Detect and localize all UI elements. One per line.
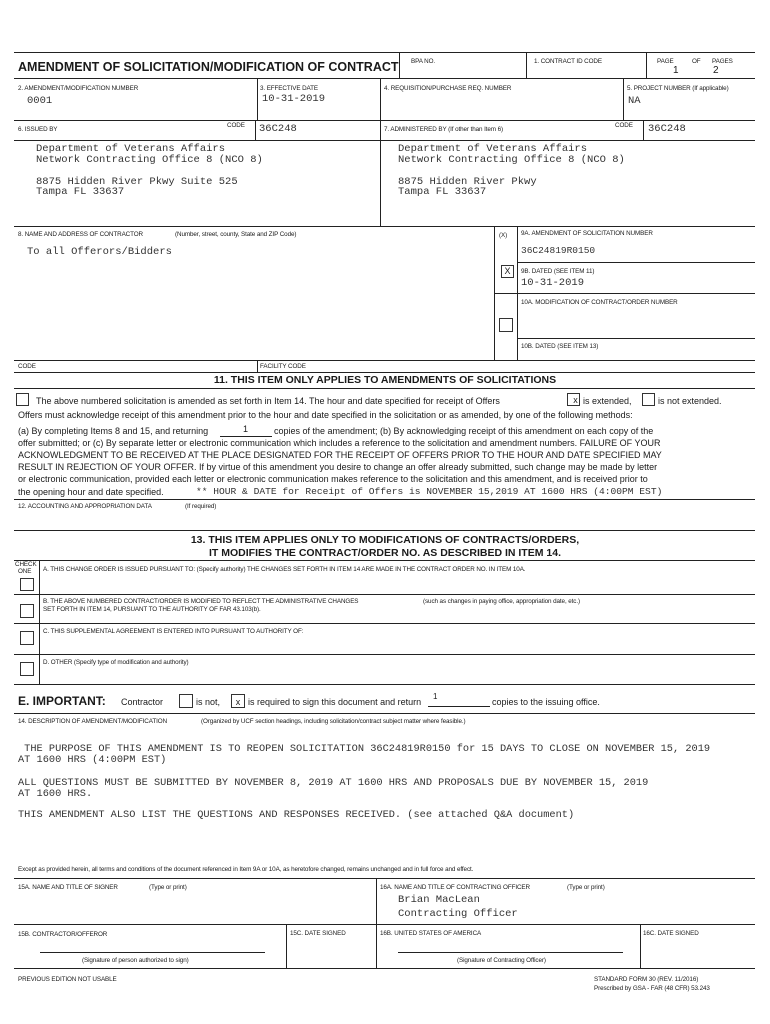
item11-line6: RESULT IN REJECTION OF YOUR OFFER. If by virtue of this amendment you desire to change an offer already submitted, such change may be made by letter xyxy=(18,462,658,472)
not-extended-label: is not extended. xyxy=(658,396,722,406)
item12-hint: (If required) xyxy=(185,503,217,510)
x-column-label: (X) xyxy=(499,232,508,239)
administered-by-line2: Network Contracting Office 8 (NCO 8) xyxy=(398,154,625,166)
signature-officer-label: (Signature of Contracting Officer) xyxy=(457,957,546,964)
item13-b-text-2: SET FORTH IN ITEM 14, PURSUANT TO THE AUTHORITY OF FAR 43.103(b). xyxy=(43,606,261,613)
administered-by-line1: Department of Veterans Affairs xyxy=(398,143,588,155)
item13-a-text: A. THIS CHANGE ORDER IS ISSUED PURSUANT TO: (Specify authority) THE CHANGES SET FORTH IN ITEM 14 ARE MADE IN THE CONTRACT ORDER NO. IN ITEM 10A. xyxy=(43,566,526,573)
important-label: E. IMPORTANT: xyxy=(18,694,106,708)
code-label: CODE xyxy=(18,363,36,370)
receipt-note: ** HOUR & DATE for Receipt of Offers is NOVEMBER 15,2019 AT 1600 HRS (4:00PM EST) xyxy=(196,486,663,497)
item11-line5: ACKNOWLEDGMENT TO BE RECEIVED AT THE PLACE DESIGNATED FOR THE RECEIPT OF OFFERS PRIOR TO THE HOUR AND DATE SPECIFIED MAY xyxy=(18,450,662,460)
facility-code-label: FACILITY CODE xyxy=(260,363,306,370)
issued-by-line1: Department of Veterans Affairs xyxy=(36,143,226,155)
contractor-hint: (Number, street, county, State and ZIP Code) xyxy=(175,231,297,238)
important-required: is required to sign this document and return xyxy=(248,697,422,707)
contractor-15b-label: 15B. CONTRACTOR/OFFEROR xyxy=(18,931,108,938)
check-one-label: CHECK xyxy=(15,561,37,568)
item13-c-text: C. THIS SUPPLEMENTAL AGREEMENT IS ENTERED INTO PURSUANT TO AUTHORITY OF: xyxy=(43,628,304,635)
not-extended-checkbox[interactable] xyxy=(642,393,655,406)
of-label: OF xyxy=(692,58,701,65)
administered-by-label: 7. ADMINISTERED BY (If other than Item 6) xyxy=(384,126,503,133)
important-contractor: Contractor xyxy=(121,697,164,707)
item13-b-text: B. THE ABOVE NUMBERED CONTRACT/ORDER IS MODIFIED TO REFLECT THE ADMINISTRATIVE CHANGES xyxy=(43,598,359,605)
signer-15a-label: 15A. NAME AND TITLE OF SIGNER xyxy=(18,884,118,891)
issued-by-line3: 8875 Hidden River Pkwy Suite 525 xyxy=(36,176,238,188)
amend-solicitation-value: 36C24819R0150 xyxy=(521,245,596,256)
item14-p1b: AT 1600 HRS (4:00PM EST) xyxy=(18,754,167,766)
amendment-number-label: 2. AMENDMENT/MODIFICATION NUMBER xyxy=(18,85,139,92)
form-title: AMENDMENT OF SOLICITATION/MODIFICATION OF CONTRACT xyxy=(18,60,399,74)
pages-total: 2 xyxy=(713,65,719,76)
item12-label: 12. ACCOUNTING AND APPROPRIATION DATA xyxy=(18,503,152,510)
important-copies-value: 1 xyxy=(433,692,438,701)
item14-p2a: ALL QUESTIONS MUST BE SUBMITTED BY NOVEMBER 8, 2019 AT 1600 HRS AND PROPOSALS DUE BY NOVEMBER 15, 2019 xyxy=(18,777,649,789)
item13-d-text: D. OTHER (Specify type of modification and authority) xyxy=(43,659,189,666)
standard-form: STANDARD FORM 30 (REV. 11/2016) xyxy=(594,976,699,983)
important-required-mark: x xyxy=(235,697,241,707)
item13-d-checkbox[interactable] xyxy=(20,662,34,676)
item13-heading2: IT MODIFIES THE CONTRACT/ORDER NO. AS DESCRIBED IN ITEM 14. xyxy=(209,547,561,559)
issued-by-line4: Tampa FL 33637 xyxy=(36,186,125,198)
item11-line3b: copies of the amendment; (b) By acknowledging receipt of this amendment on each copy of the xyxy=(274,426,654,436)
item11-line2: Offers must acknowledge receipt of this amendment prior to the hour and date specified in the solicitation or as amended, by one of the following methods: xyxy=(18,410,633,420)
item11-heading: 11. THIS ITEM ONLY APPLIES TO AMENDMENTS OF SOLICITATIONS xyxy=(213,374,557,386)
officer-title: Contracting Officer xyxy=(398,908,518,920)
item13-c-checkbox[interactable] xyxy=(20,631,34,645)
administered-code-label: CODE xyxy=(615,122,633,129)
item13-heading1: 13. THIS ITEM APPLIES ONLY TO MODIFICATIONS OF CONTRACTS/ORDERS, xyxy=(190,534,580,546)
mod-10a-label: 10A. MODIFICATION OF CONTRACT/ORDER NUMBER xyxy=(521,299,678,306)
usa-16b-label: 16B. UNITED STATES OF AMERICA xyxy=(380,930,482,937)
extended-label: is extended, xyxy=(583,396,632,406)
issued-code-value: 36C248 xyxy=(259,123,297,135)
issued-by-line2: Network Contracting Office 8 (NCO 8) xyxy=(36,154,263,166)
issued-code-label: CODE xyxy=(227,122,245,129)
except-text: Except as provided herein, all terms and conditions of the document referenced in Item 9A or 10A, as heretofore changed, remains unchanged and in full force and effect. xyxy=(18,866,474,873)
checkbox-10[interactable] xyxy=(499,318,513,332)
amendment-number-value: 0001 xyxy=(27,95,53,107)
amend-solicitation-label: 9A. AMENDMENT OF SOLICITATION NUMBER xyxy=(521,230,653,237)
administered-code-value: 36C248 xyxy=(648,123,686,135)
item14-p1a: THE PURPOSE OF THIS AMENDMENT IS TO REOPEN SOLICITATION 36C24819R0150 for 15 DAYS TO CLOSE ON NOVEMBER 15, 2019 xyxy=(18,743,711,755)
issued-by-label: 6. ISSUED BY xyxy=(18,126,58,133)
check-one-label-2: ONE xyxy=(18,568,32,575)
officer-16a-hint: (Type or print) xyxy=(567,884,605,891)
item13-b-checkbox[interactable] xyxy=(20,604,34,618)
dated-9b-label: 9B. DATED (SEE ITEM 11) xyxy=(521,268,595,275)
requisition-label: 4. REQUISITION/PURCHASE REQ. NUMBER xyxy=(384,85,512,92)
previous-edition: PREVIOUS EDITION NOT USABLE xyxy=(18,976,117,983)
item11-line1: The above numbered solicitation is amended as set forth in Item 14. The hour and date specified for receipt of Offers xyxy=(36,396,500,406)
signer-15a-hint: (Type or print) xyxy=(149,884,187,891)
pages-label: PAGES xyxy=(712,58,733,65)
project-number-label: 5. PROJECT NUMBER (If applicable) xyxy=(627,85,729,92)
item14-hint: (Organized by UCF section headings, including solicitation/contract subject matter where feasible.) xyxy=(201,718,466,725)
item13-b-hint: (such as changes in paying office, appropriation date, etc.) xyxy=(423,598,581,605)
officer-16a-label: 16A. NAME AND TITLE OF CONTRACTING OFFICER xyxy=(380,884,530,891)
date-15c-label: 15C. DATE SIGNED xyxy=(290,930,346,937)
contractor-label: 8. NAME AND ADDRESS OF CONTRACTOR xyxy=(18,231,143,238)
important-is-not-checkbox[interactable] xyxy=(179,694,193,708)
item14-p2b: AT 1600 HRS. xyxy=(18,788,93,800)
item11-line7: or electronic communication, provided each letter or electronic communication makes reference to the solicitation and this amendment, and is received prior to xyxy=(18,474,648,484)
item11-line3a: (a) By completing Items 8 and 15, and returning xyxy=(18,426,209,436)
administered-by-line4: Tampa FL 33637 xyxy=(398,186,487,198)
important-is-not: is not, xyxy=(196,697,221,707)
bpa-label: BPA NO. xyxy=(411,58,436,65)
item11-checkbox[interactable] xyxy=(16,393,29,406)
officer-name: Brian MacLean xyxy=(398,894,480,906)
item13-a-checkbox[interactable] xyxy=(20,578,34,591)
signature-contractor-label: (Signature of person authorized to sign) xyxy=(82,957,189,964)
page-label: PAGE xyxy=(657,58,674,65)
dated-10b-label: 10B. DATED (SEE ITEM 13) xyxy=(521,343,599,350)
dated-9b-value: 10-31-2019 xyxy=(521,277,585,289)
item11-line8: the opening hour and date specified. xyxy=(18,487,164,497)
contractor-value: To all Offerors/Bidders xyxy=(27,246,172,258)
page-number: 1 xyxy=(673,65,679,76)
item11-line4: offer submitted; or (c) By separate letter or electronic communication which includes a reference to the solicitation and amendment numbers. FAILURE OF YOUR xyxy=(18,438,661,448)
project-number-value: NA xyxy=(628,95,641,107)
effective-date-value: 10-31-2019 xyxy=(262,93,326,105)
item11-copies-value: 1 xyxy=(243,424,249,434)
contract-id-label: 1. CONTRACT ID CODE xyxy=(534,58,602,65)
item14-label: 14. DESCRIPTION OF AMENDMENT/MODIFICATION xyxy=(18,718,168,725)
item14-p3: THIS AMENDMENT ALSO LIST THE QUESTIONS AND RESPONSES RECEIVED. (see attached Q&A document) xyxy=(18,809,575,821)
checkbox-9-mark: X xyxy=(504,266,511,276)
prescribed-by: Prescribed by GSA - FAR (48 CFR) 53.243 xyxy=(594,985,710,992)
important-copies-tail: copies to the issuing office. xyxy=(492,697,600,707)
date-16c-label: 16C. DATE SIGNED xyxy=(643,930,699,937)
effective-date-label: 3. EFFECTIVE DATE xyxy=(260,85,319,92)
administered-by-line3: 8875 Hidden River Pkwy xyxy=(398,176,537,188)
extended-mark: x xyxy=(573,395,578,405)
